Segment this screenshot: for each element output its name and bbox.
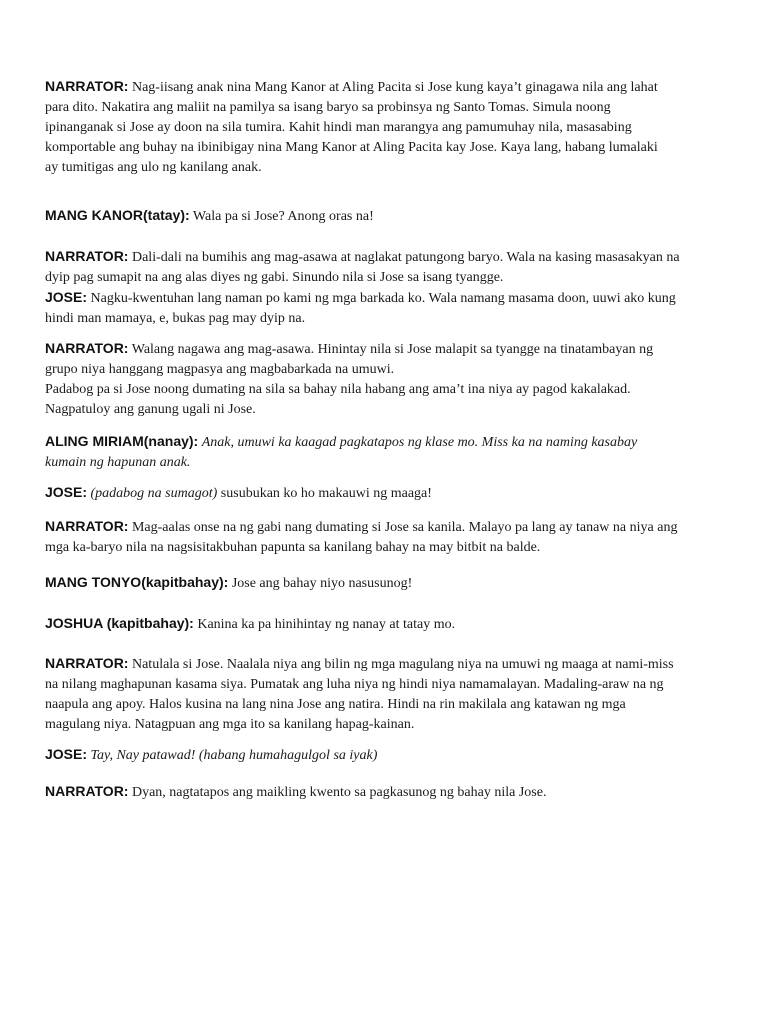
script-block-1 xyxy=(45,76,735,178)
dialogue-text: Walang nagawa ang mag-asawa. Hinintay nila si Jose malapit sa tyangge na tinatambayan ng xyxy=(131,342,654,357)
speaker-label: NARRATOR: xyxy=(45,78,129,94)
speaker-label: NARRATOR: xyxy=(45,655,129,671)
script-block-8 xyxy=(45,516,735,558)
speaker-label: JOSE: xyxy=(45,289,88,305)
speaker-label: NARRATOR: xyxy=(45,518,129,534)
script-block-9 xyxy=(45,572,735,594)
script-block-2 xyxy=(45,205,735,227)
dialogue-text: Mag-aalas onse na ng gabi nang dumating si Jose sa kanila. Malayo pa lang ay tanaw na niya ang xyxy=(131,520,678,535)
speaker-label: NARRATOR: xyxy=(45,783,129,799)
dialogue-text: Padabog pa si Jose noong dumating na sila sa bahay nila habang ang ama’t ina niya ay pagod kakalakad. xyxy=(45,382,631,397)
script-block-7 xyxy=(45,482,735,504)
speaker-label: ALING MIRIAM(nanay): xyxy=(45,433,199,449)
dialogue-text: Tay, Nay patawad! (habang humahagulgol sa iyak) xyxy=(90,748,378,763)
script-block-3 xyxy=(45,246,735,288)
script-block-12 xyxy=(45,744,735,766)
dialogue-text: grupo niya hanggang magpasya ang magbabarkada na umuwi. xyxy=(45,362,395,377)
dialogue-text: Nagku-kwentuhan lang naman po kami ng mga barkada ko. Wala namang masama doon, uuwi ako kung xyxy=(90,291,676,306)
speaker-label: MANG TONYO(kapitbahay): xyxy=(45,574,229,590)
script-block-13 xyxy=(45,781,735,803)
speaker-label: JOSE: xyxy=(45,746,88,762)
dialogue-text: ipinanganak si Jose ay doon na sila tumira. Kahit hindi man marangya ang pamumuhay nila, masasabing xyxy=(45,120,632,135)
speaker-label: JOSE: xyxy=(45,484,88,500)
dialogue-text: kumain ng hapunan anak. xyxy=(45,455,191,470)
dialogue-text: para dito. Nakatira ang maliit na pamilya sa isang baryo sa probinsya ng Santo Tomas. Simula noong xyxy=(45,100,611,115)
dialogue-text: Dyan, nagtatapos ang maikling kwento sa pagkasunog ng bahay nila Jose. xyxy=(131,785,547,800)
dialogue-text: mga ka-baryo nila na nagsisitakbuhan papunta sa kanilang bahay na may bitbit na balde. xyxy=(45,540,541,555)
dialogue-text: Nagpatuloy ang ganung ugali ni Jose. xyxy=(45,402,256,417)
dialogue-text: dyip pag sumapit na ang alas diyes ng gabi. Sinundo nila si Jose sa isang tyangge. xyxy=(45,270,504,285)
dialogue-text: susubukan ko ho makauwi ng maaga! xyxy=(220,486,432,501)
dialogue-text: Anak, umuwi ka kaagad pagkatapos ng klase mo. Miss ka na naming kasabay xyxy=(201,435,638,450)
dialogue-text: naapula ang apoy. Halos kusina na lang nina Jose ang natira. Hindi na rin makilala ang katawan ng mga xyxy=(45,697,626,712)
script-block-5 xyxy=(45,338,735,420)
dialogue-text: magulang niya. Natagpuan ang mga ito sa kanilang hapag-kainan. xyxy=(45,717,415,732)
dialogue-text: komportable ang buhay na ibinibigay nina Mang Kanor at Aling Pacita kay Jose. Kaya lang, habang lumalaki xyxy=(45,140,658,155)
dialogue-text: na nilang maghapunan kasama siya. Pumatak ang luha niya ng hindi niya namamalayan. Madaling-araw na ng xyxy=(45,677,664,692)
script-block-4 xyxy=(45,287,735,329)
script-block-10 xyxy=(45,613,735,635)
dialogue-text: Nag-iisang anak nina Mang Kanor at Aling Pacita si Jose kung kaya’t ginagawa nila ang lahat xyxy=(131,80,658,95)
dialogue-text: Natulala si Jose. Naalala niya ang bilin ng mga magulang niya na umuwi ng maaga at nami-miss xyxy=(131,657,674,672)
script-block-11 xyxy=(45,653,735,735)
script-block-6 xyxy=(45,431,735,473)
speaker-label: NARRATOR: xyxy=(45,248,129,264)
stage-direction: (padabog na sumagot) xyxy=(90,486,218,501)
speaker-label: JOSHUA (kapitbahay): xyxy=(45,615,194,631)
dialogue-text: ay tumitigas ang ulo ng kanilang anak. xyxy=(45,160,262,175)
dialogue-text: Wala pa si Jose? Anong oras na! xyxy=(192,209,374,224)
dialogue-text: hindi man mamaya, e, bukas pag may dyip na. xyxy=(45,311,306,326)
dialogue-text: Kanina ka pa hinihintay ng nanay at tatay mo. xyxy=(197,617,456,632)
dialogue-text: Jose ang bahay niyo nasusunog! xyxy=(231,576,413,591)
speaker-label: NARRATOR: xyxy=(45,340,129,356)
dialogue-text: Dali-dali na bumihis ang mag-asawa at naglakat patungong baryo. Wala na kasing masasakyan na xyxy=(131,250,680,265)
speaker-label: MANG KANOR(tatay): xyxy=(45,207,190,223)
